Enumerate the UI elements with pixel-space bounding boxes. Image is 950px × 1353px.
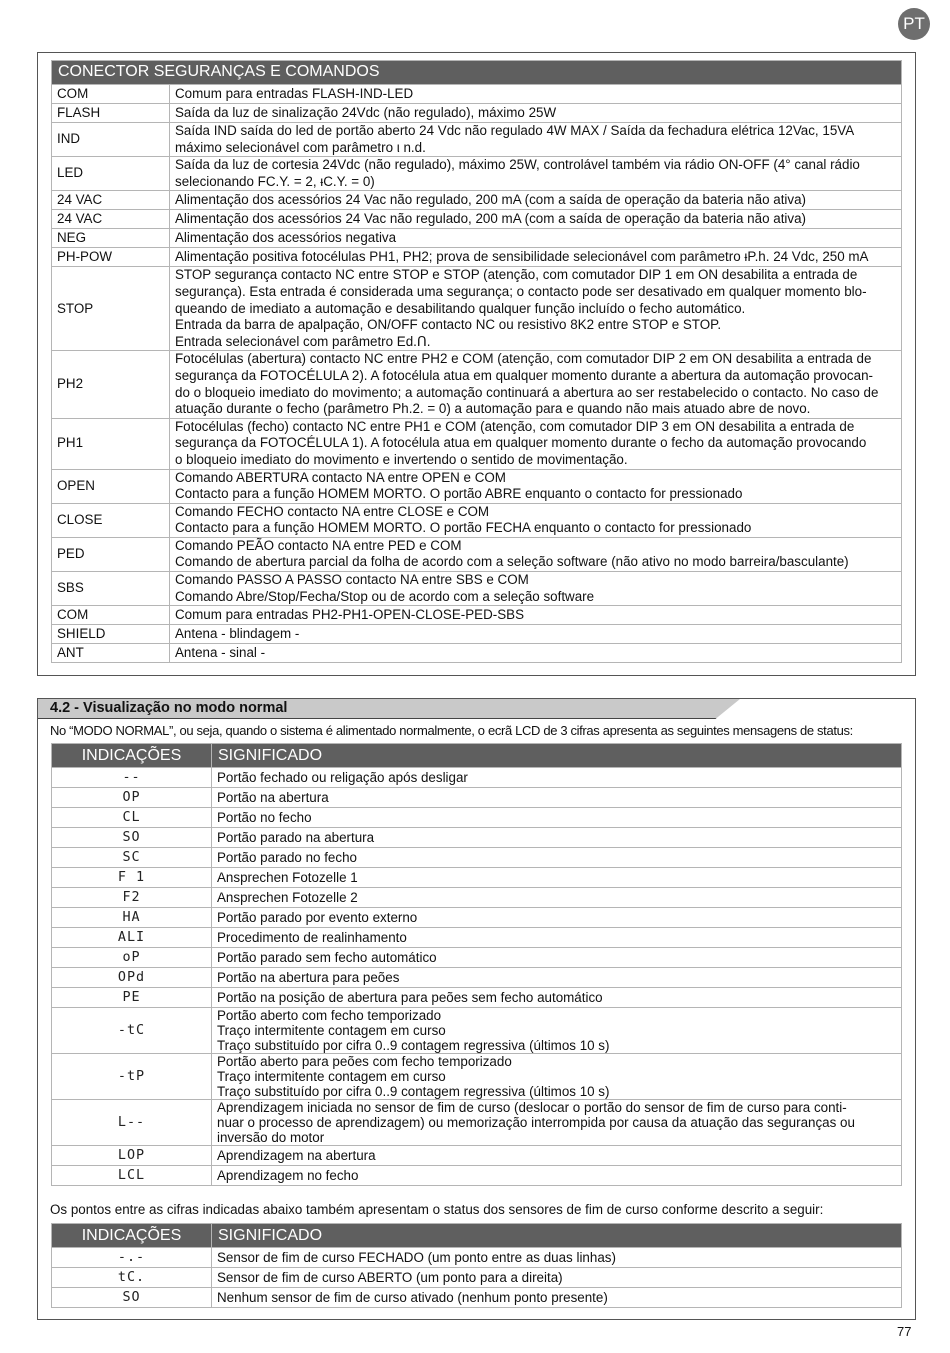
status-meaning bbox=[212, 988, 902, 1008]
table-row bbox=[52, 1008, 902, 1054]
description-line: o bloqueio imediato do movimento e invertendo o sentido de movimentação. bbox=[175, 451, 628, 467]
terminal-label: PH1 bbox=[52, 418, 170, 469]
description-line: máximo selecionável com parâmetro ι n.d. bbox=[175, 139, 426, 155]
terminal-description bbox=[170, 572, 902, 606]
language-badge: PT bbox=[898, 8, 930, 40]
description-line: Traço substituído por cifra 0..9 contagem regressiva (últimos 10 s) bbox=[217, 1084, 610, 1099]
terminal-description bbox=[170, 418, 902, 469]
description-line: Portão parado na abertura bbox=[217, 830, 375, 845]
description-line: nuar o processo de aprendizagem) ou memorização interrompida por causa da atuação das seguranças ou bbox=[217, 1115, 855, 1130]
sensor-note: Os pontos entre as cifras indicadas abaixo também apresentam o status dos sensores de fim de curso conforme descrito a seguir: bbox=[50, 1202, 824, 1217]
description-line: Comando PASSO A PASSO contacto NA entre SBS e COM bbox=[175, 572, 529, 588]
terminal-description bbox=[170, 644, 902, 663]
description-line: Portão parado sem fecho automático bbox=[217, 950, 437, 965]
status-meaning bbox=[212, 848, 902, 868]
terminal-description bbox=[170, 85, 902, 104]
meaning-header: SIGNIFICADO bbox=[212, 744, 902, 768]
table-row bbox=[52, 469, 902, 503]
table-row bbox=[52, 768, 902, 788]
table-row bbox=[52, 123, 902, 157]
description-line: Contacto para a função HOMEM MORTO. O portão FECHA enquanto o contacto for pressionado bbox=[175, 520, 752, 536]
table-row bbox=[52, 788, 902, 808]
status-meaning bbox=[212, 1268, 902, 1288]
table-row bbox=[52, 157, 902, 191]
lcd-display-code: -tC bbox=[52, 1008, 212, 1054]
terminal-label: OPEN bbox=[52, 469, 170, 503]
table-row bbox=[52, 625, 902, 644]
description-line: Comando ABERTURA contacto NA entre OPEN e COM bbox=[175, 469, 506, 485]
description-line: Fotocélulas (fecho) contacto NC entre PH1 e COM (atenção, com comutador DIP 3 em ON desabilita a entrada de bbox=[175, 418, 855, 434]
table-row bbox=[52, 191, 902, 210]
terminal-label: COM bbox=[52, 606, 170, 625]
lcd-display-code: LCL bbox=[52, 1166, 212, 1186]
lcd-display-code: -.- bbox=[52, 1248, 212, 1268]
table-row bbox=[52, 210, 902, 229]
table-row bbox=[52, 1054, 902, 1100]
table-row bbox=[52, 85, 902, 104]
table-row bbox=[52, 418, 902, 469]
section-title: 4.2 - Visualização no modo normal bbox=[50, 700, 288, 716]
description-line: Comando PEÃO contacto NA entre PED e COM bbox=[175, 537, 462, 553]
description-line: Comum para entradas FLASH-IND-LED bbox=[175, 85, 414, 101]
description-line: Contacto para a função HOMEM MORTO. O portão ABRE enquanto o contacto for pressionado bbox=[175, 486, 743, 502]
table-row bbox=[52, 988, 902, 1008]
status-meaning bbox=[212, 808, 902, 828]
description-line: Traço intermitente contagem em curso bbox=[217, 1023, 446, 1038]
table-row bbox=[52, 1288, 902, 1308]
terminal-description bbox=[170, 503, 902, 537]
status-meaning bbox=[212, 828, 902, 848]
terminal-description bbox=[170, 210, 902, 229]
description-line: Fotocélulas (abertura) contacto NC entre PH2 e COM (atenção, com comutador DIP 2 em ON desabilita a entrada de bbox=[175, 351, 872, 367]
description-line: Procedimento de realinhamento bbox=[217, 930, 407, 945]
status-meaning bbox=[212, 1248, 902, 1268]
status-meaning bbox=[212, 868, 902, 888]
terminal-label: COM bbox=[52, 85, 170, 104]
table-row bbox=[52, 267, 902, 351]
description-line: Alimentação dos acessórios 24 Vac não regulado, 200 mA (com a saída de operação da bateria não ativa) bbox=[175, 211, 806, 227]
table-row bbox=[52, 828, 902, 848]
sensor-table bbox=[51, 1223, 902, 1308]
status-meaning bbox=[212, 968, 902, 988]
indications-header: INDICAÇÕES bbox=[52, 1224, 212, 1248]
table-row bbox=[52, 351, 902, 418]
table-row bbox=[52, 572, 902, 606]
status-meaning bbox=[212, 1054, 902, 1100]
connector-table bbox=[51, 60, 902, 663]
status-meaning bbox=[212, 948, 902, 968]
terminal-label: STOP bbox=[52, 267, 170, 351]
description-line: Entrada da barra de apalpação, ON/OFF contacto NC ou resistivo 8K2 entre STOP e STOP. bbox=[175, 317, 722, 333]
status-meaning bbox=[212, 788, 902, 808]
terminal-label: NEG bbox=[52, 229, 170, 248]
connector-table-title: CONECTOR SEGURANÇAS E COMANDOS bbox=[52, 61, 902, 85]
page-number: 77 bbox=[897, 1324, 912, 1339]
lcd-display-code: OPd bbox=[52, 968, 212, 988]
lcd-display-code: -tP bbox=[52, 1054, 212, 1100]
terminal-description bbox=[170, 157, 902, 191]
status-meaning bbox=[212, 888, 902, 908]
lcd-display-code: -- bbox=[52, 768, 212, 788]
lcd-display-code: F 1 bbox=[52, 868, 212, 888]
description-line: Portão na posição de abertura para peões sem fecho automático bbox=[217, 990, 603, 1005]
status-meaning bbox=[212, 1100, 902, 1146]
table-row bbox=[52, 1268, 902, 1288]
description-line: segurança). Esta entrada é considerada uma segurança; o contacto pode ser desativado em qualquer momento blo- bbox=[175, 283, 867, 299]
description-line: segurança da FOTOCÉLULA 1). A fotocélula atua em qualquer momento durante o fecho da automação provocando bbox=[175, 435, 867, 451]
description-line: Traço substituído por cifra 0..9 contagem regressiva (últimos 10 s) bbox=[217, 1038, 610, 1053]
description-line: Portão parado no fecho bbox=[217, 850, 357, 865]
table-row bbox=[52, 1146, 902, 1166]
description-line: queando de imediato a automação e desabilitando qualquer função incluído o fecho automático. bbox=[175, 300, 746, 316]
table-row bbox=[52, 968, 902, 988]
description-line: Saída da luz de cortesia 24Vdc (não regulado), máximo 25W, controlável também via rádio ON-OFF (4° canal rádio bbox=[175, 157, 860, 173]
description-line: Comando FECHO contacto NA entre CLOSE e COM bbox=[175, 503, 490, 519]
description-line: Saída da luz de sinalização 24Vdc (não regulado), máximo 25W bbox=[175, 104, 557, 120]
meaning-header: SIGNIFICADO bbox=[212, 1224, 902, 1248]
description-line: Saída IND saída do led de portão aberto 24 Vdc não regulado 4W MAX / Saída da fechadura elétrica 12Vac, 15VA bbox=[175, 123, 855, 138]
description-line: Comando de abertura parcial da folha de acordo com a seleção software (não ativo no modo barreira/basculante) bbox=[175, 554, 849, 570]
description-line: Portão aberto para peões com fecho temporizado bbox=[217, 1054, 512, 1069]
terminal-description bbox=[170, 123, 902, 157]
description-line: Aprendizagem na abertura bbox=[217, 1148, 376, 1163]
status-table bbox=[51, 743, 902, 1186]
table-row bbox=[52, 848, 902, 868]
table-row bbox=[52, 248, 902, 267]
description-line: Comum para entradas PH2-PH1-OPEN-CLOSE-PED-SBS bbox=[175, 606, 525, 622]
lcd-display-code: SO bbox=[52, 1288, 212, 1308]
description-line: Aprendizagem iniciada no sensor de fim de curso (deslocar o portão do sensor de fim de curso para conti- bbox=[217, 1100, 847, 1115]
terminal-label: PH-POW bbox=[52, 248, 170, 267]
indications-header: INDICAÇÕES bbox=[52, 744, 212, 768]
status-meaning bbox=[212, 1146, 902, 1166]
table-row bbox=[52, 908, 902, 928]
connector-section bbox=[37, 52, 916, 676]
table-row bbox=[52, 503, 902, 537]
description-line: Portão no fecho bbox=[217, 810, 312, 825]
table-row bbox=[52, 1166, 902, 1186]
terminal-label: PH2 bbox=[52, 351, 170, 418]
lcd-display-code: oP bbox=[52, 948, 212, 968]
terminal-description bbox=[170, 267, 902, 351]
lcd-display-code: LOP bbox=[52, 1146, 212, 1166]
terminal-label: CLOSE bbox=[52, 503, 170, 537]
status-meaning bbox=[212, 908, 902, 928]
lcd-display-code: L-- bbox=[52, 1100, 212, 1146]
section-intro: No “MODO NORMAL”, ou seja, quando o sistema é alimentado normalmente, o ecrã LCD de 3 cifras apresenta as seguintes mensagens de status: bbox=[50, 723, 853, 738]
terminal-description bbox=[170, 104, 902, 123]
table-row bbox=[52, 606, 902, 625]
description-line: Entrada selecionável com parâmetro Ed.Ո. bbox=[175, 333, 431, 349]
status-meaning bbox=[212, 1288, 902, 1308]
terminal-description bbox=[170, 625, 902, 644]
table-row bbox=[52, 948, 902, 968]
lcd-display-code: tC. bbox=[52, 1268, 212, 1288]
terminal-description bbox=[170, 248, 902, 267]
terminal-label: 24 VAC bbox=[52, 210, 170, 229]
table-row bbox=[52, 808, 902, 828]
description-line: do o bloqueio imediato do movimento; a automação continuará a abertura ao ser restabelecido o contacto. No caso de bbox=[175, 384, 879, 400]
lcd-display-code: OP bbox=[52, 788, 212, 808]
terminal-description bbox=[170, 351, 902, 418]
description-line: Alimentação dos acessórios 24 Vac não regulado, 200 mA (com a saída de operação da bateria não ativa) bbox=[175, 192, 806, 208]
terminal-description bbox=[170, 537, 902, 571]
description-line: selecionando FC.Y. = 2, ᵼC.Y. = 0) bbox=[175, 173, 375, 189]
normal-mode-section bbox=[37, 698, 916, 1320]
description-line: atuação durante o fecho (parâmetro Ph.2. = 0) a automação para e quando não mais atuado abre de novo. bbox=[175, 401, 811, 417]
table-row bbox=[52, 537, 902, 571]
description-line: Traço intermitente contagem em curso bbox=[217, 1069, 446, 1084]
description-line: Sensor de fim de curso ABERTO (um ponto para a direita) bbox=[217, 1270, 563, 1285]
description-line: Ansprechen Fotozelle 1 bbox=[217, 870, 358, 885]
table-row bbox=[52, 1248, 902, 1268]
table-row bbox=[52, 1100, 902, 1146]
lcd-display-code: SO bbox=[52, 828, 212, 848]
terminal-label: FLASH bbox=[52, 104, 170, 123]
description-line: Alimentação positiva fotocélulas PH1, PH2; prova de sensibilidade selecionável com parâmetro ᵼP.h. 24 Vdc, 250 mA bbox=[175, 249, 869, 265]
lcd-display-code: SC bbox=[52, 848, 212, 868]
table-row bbox=[52, 928, 902, 948]
table-row bbox=[52, 644, 902, 663]
terminal-label: SBS bbox=[52, 572, 170, 606]
status-meaning bbox=[212, 1166, 902, 1186]
description-line: Ansprechen Fotozelle 2 bbox=[217, 890, 358, 905]
description-line: Antena - sinal - bbox=[175, 644, 266, 660]
description-line: Portão na abertura bbox=[217, 790, 329, 805]
terminal-label: IND bbox=[52, 123, 170, 157]
status-meaning bbox=[212, 768, 902, 788]
description-line: Sensor de fim de curso FECHADO (um ponto entre as duas linhas) bbox=[217, 1250, 616, 1265]
lcd-display-code: PE bbox=[52, 988, 212, 1008]
description-line: Portão fechado ou religação após desligar bbox=[217, 770, 468, 785]
terminal-description bbox=[170, 469, 902, 503]
terminal-description bbox=[170, 606, 902, 625]
description-line: Alimentação dos acessórios negativa bbox=[175, 230, 397, 246]
description-line: segurança da FOTOCÉLULA 2). A fotocélula atua em qualquer momento durante a abertura da automação provocan- bbox=[175, 367, 873, 383]
description-line: Aprendizagem no fecho bbox=[217, 1168, 359, 1183]
table-row bbox=[52, 229, 902, 248]
terminal-description bbox=[170, 191, 902, 210]
terminal-label: PED bbox=[52, 537, 170, 571]
terminal-description bbox=[170, 229, 902, 248]
status-meaning bbox=[212, 928, 902, 948]
description-line: inversão do motor bbox=[217, 1130, 325, 1145]
table-row bbox=[52, 104, 902, 123]
terminal-label: 24 VAC bbox=[52, 191, 170, 210]
table-row bbox=[52, 868, 902, 888]
terminal-label: ANT bbox=[52, 644, 170, 663]
terminal-label: LED bbox=[52, 157, 170, 191]
description-line: Nenhum sensor de fim de curso ativado (nenhum ponto presente) bbox=[217, 1290, 608, 1305]
terminal-label: SHIELD bbox=[52, 625, 170, 644]
description-line: Portão na abertura para peões bbox=[217, 970, 400, 985]
status-meaning bbox=[212, 1008, 902, 1054]
description-line: Comando Abre/Stop/Fecha/Stop ou de acordo com a seleção software bbox=[175, 588, 595, 604]
lcd-display-code: ALI bbox=[52, 928, 212, 948]
description-line: STOP segurança contacto NC entre STOP e STOP (atenção, com comutador DIP 1 em ON desabilita a entrada de bbox=[175, 267, 858, 283]
description-line: Antena - blindagem - bbox=[175, 625, 300, 641]
table-row bbox=[52, 888, 902, 908]
lcd-display-code: HA bbox=[52, 908, 212, 928]
lcd-display-code: F2 bbox=[52, 888, 212, 908]
lcd-display-code: CL bbox=[52, 808, 212, 828]
description-line: Portão parado por evento externo bbox=[217, 910, 418, 925]
description-line: Portão aberto com fecho temporizado bbox=[217, 1008, 442, 1023]
